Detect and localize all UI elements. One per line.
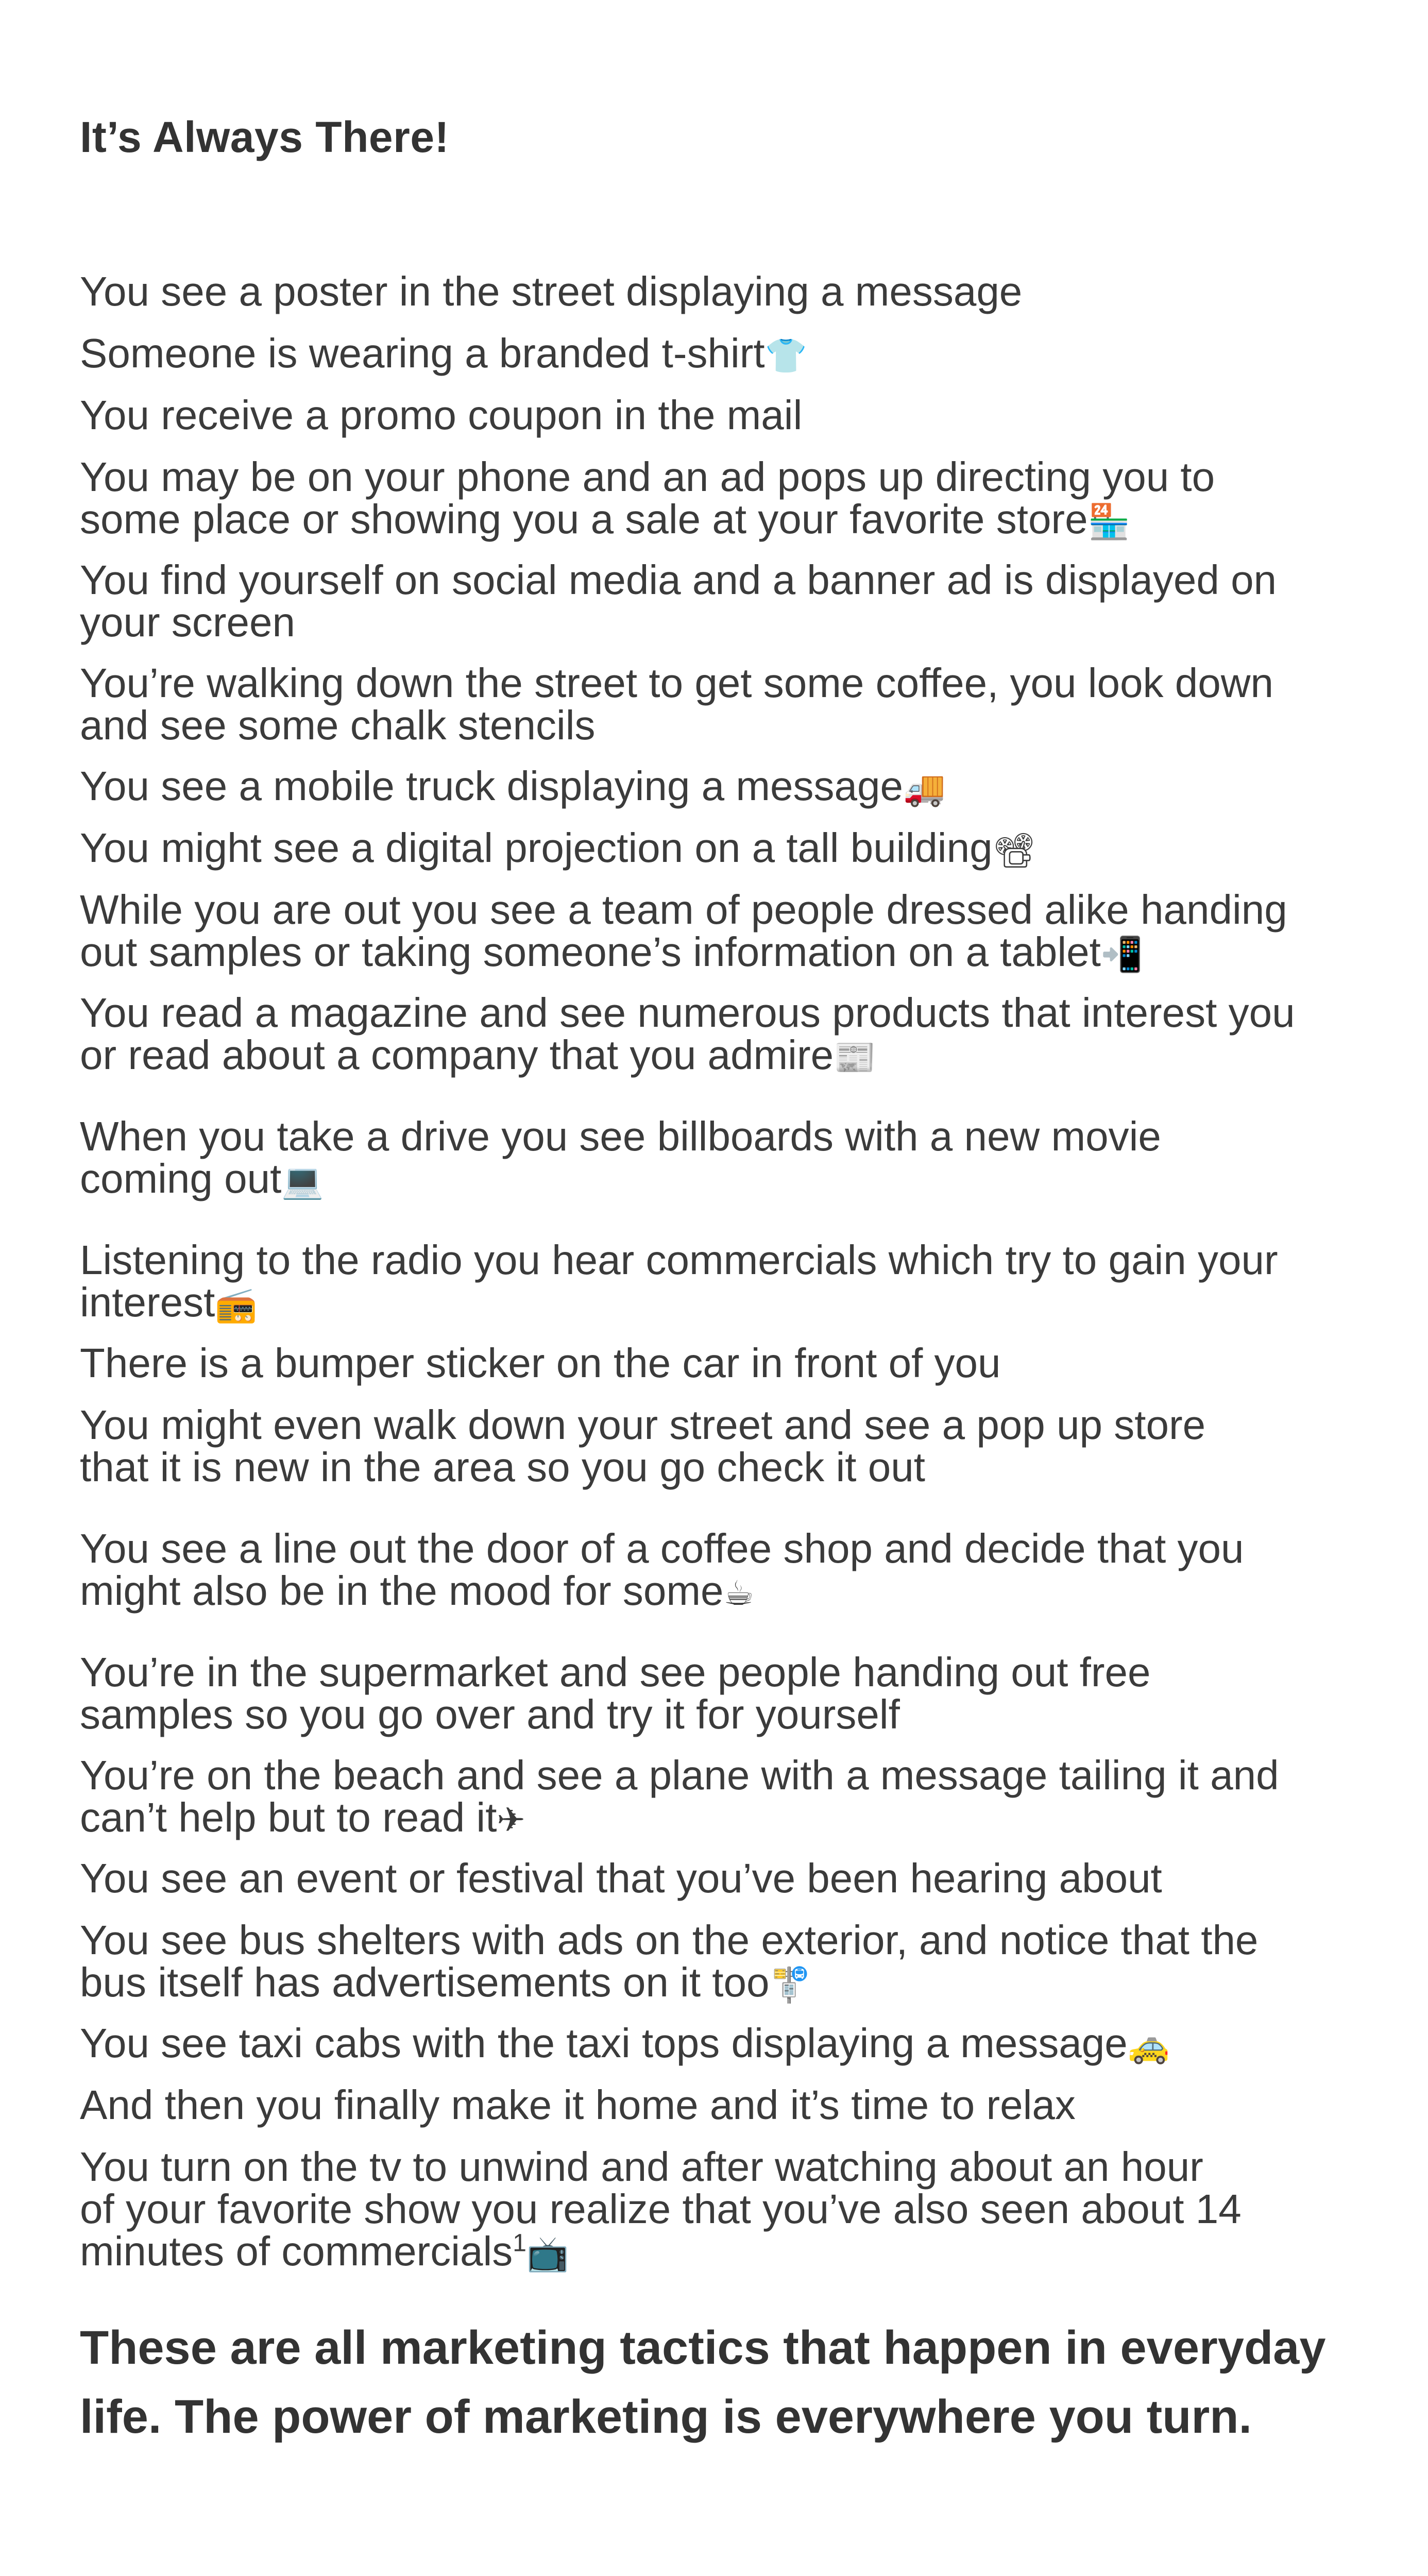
page-title: It’s Always There! [80,113,450,161]
television-icon: 📺 [526,2234,569,2274]
airplane-icon: ✈ [497,1800,525,1840]
item-text: You read a magazine and see numerous products that interest you or read about a company that you admire [80,990,1295,1078]
list-item [80,1404,1368,1488]
bus-stop-icon: 🚏 [769,1965,812,2005]
item-text: You may be on your phone and an ad pops up directing you to some place or showing you a sale at your favorite store [80,454,1215,542]
projector-icon: 📽 [992,831,1036,870]
list-item [80,662,1368,747]
list-item [80,2146,1368,2273]
list-item [80,2084,1368,2126]
radio-icon: 📻 [215,1285,258,1325]
item-text: You see a line out the door of a coffee shop and decide that you might also be in the mood for some [80,1526,1244,1614]
newspaper-icon: 📰 [834,1038,876,1077]
list-item [80,2022,1368,2064]
conclusion-text: These are all marketing tactics that happen in everyday life. The power of marketing is everywhere you turn. [80,2321,1326,2443]
list-item [80,270,1368,313]
truck-icon: 🚚 [903,769,946,808]
item-text: Someone is wearing a branded t-shirt [80,330,765,376]
item-text: You see an event or festival that you’ve been hearing about [80,1855,1162,1901]
taxi-icon: 🚕 [1127,2026,1170,2065]
item-text: You find yourself on social media and a banner ad is displayed on your screen [80,557,1277,645]
list-item [80,1651,1368,1736]
tablet-icon: 📲 [1100,935,1144,974]
list-item [80,765,1368,807]
item-text: You might see a digital projection on a tall building [80,825,993,871]
screen-icon: 💻 [281,1161,324,1201]
list-item [80,1342,1368,1384]
item-text: You’re on the beach and see a plane with a message tailing it and can’t help but to read it [80,1752,1279,1840]
item-text: You see a poster in the street displaying a message [80,268,1023,314]
list-item [80,332,1368,375]
item-text: You receive a promo coupon in the mail [80,392,803,438]
item-text: You turn on the tv to unwind and after watching about an hour of your favorite show you realize that you’ve also seen about 14 minutes of commercials [80,2144,1242,2274]
item-text: There is a bumper sticker on the car in front of you [80,1340,1001,1386]
item-text: When you take a drive you see billboards with a new movie coming out [80,1113,1161,1201]
list-item [80,1115,1368,1200]
list-item [80,1857,1368,1900]
tshirt-icon: 👕 [764,336,807,376]
list-item [80,456,1368,540]
item-text: You see a mobile truck displaying a message [80,763,903,809]
item-text: Listening to the radio you hear commercials which try to gain your interest [80,1237,1278,1325]
list-item [80,889,1368,973]
list-item [80,394,1368,436]
item-text: You see bus shelters with ads on the exterior, and notice that the bus itself has advertisements on it too [80,1917,1259,2005]
item-text: You’re in the supermarket and see people handing out free samples so you go over and try it for yourself [80,1649,1151,1737]
list-item [80,1239,1368,1324]
list-item [80,1919,1368,2004]
footnote-reference: 1 [513,2229,526,2257]
item-text: You’re walking down the street to get some coffee, you look down and see some chalk stencils [80,660,1273,748]
list-item [80,1528,1368,1612]
list-item [80,992,1368,1076]
coffee-icon: ☕ [723,1573,754,1613]
list-item [80,1754,1368,1839]
list-item [80,827,1368,869]
store-icon: 🏪 [1087,502,1130,541]
item-text: You might even walk down your street and see a pop up store that it is new in the area so you go check it out [80,1402,1206,1490]
list-item [80,559,1368,643]
item-text: While you are out you see a team of people dressed alike handing out samples or taking someone’s information on a tablet [80,887,1287,975]
item-text: You see taxi cabs with the taxi tops displaying a message [80,2020,1128,2066]
item-text: And then you finally make it home and it’s time to relax [80,2082,1076,2128]
